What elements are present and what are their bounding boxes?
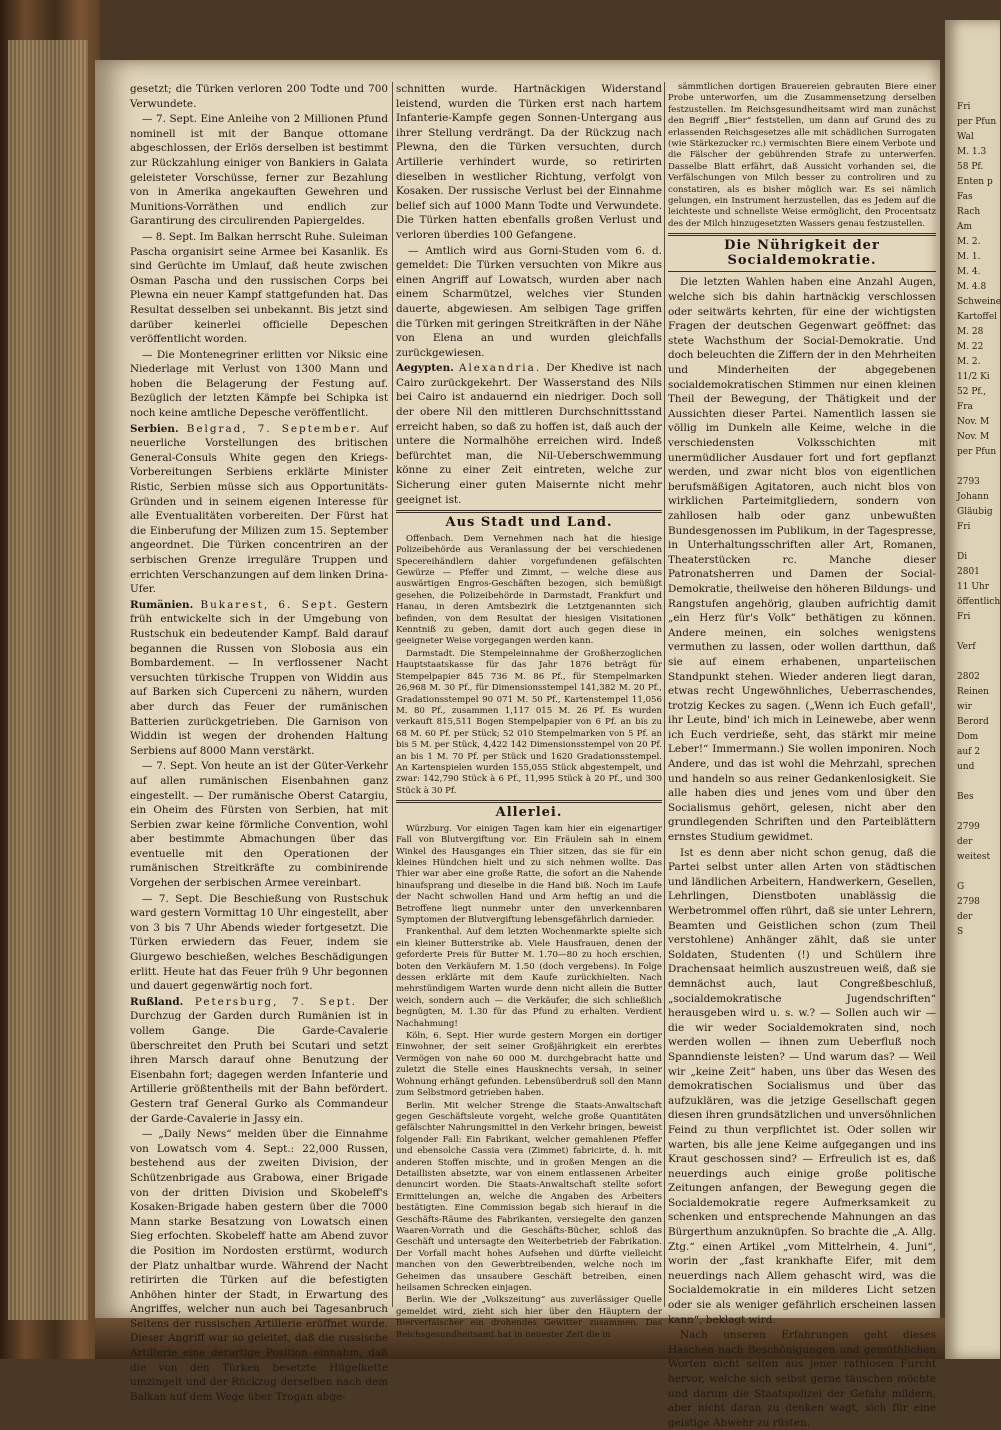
heading-allerlei: Allerlei. — [495, 805, 563, 821]
facing-page-fragment: Fri — [957, 612, 971, 622]
dateline: Alexandria. — [458, 362, 542, 375]
paragraph-text: Der Khedive ist nach Cairo zurückgekehrt. Der Wasserstand des Nils bei Cairo ist andauernd ein niedriger. Doch soll der obere Nil den mittleren Durchschnittsstand erreicht haben, so daß zu hoffen ist, daß auch der untere die Normalhöhe erreichen wird. Indeß befürchtet man, die Nil-Ueberschwemmung könne zu einer Zeit eintreten, welche zur Sicherung einer guten Maisernte nicht mehr geeignet ist. — [396, 362, 662, 506]
facing-page-fragment: 2798 — [957, 897, 980, 907]
facing-page-fragment: Verf — [957, 642, 976, 652]
facing-page-fragment: 2799 — [957, 822, 980, 832]
section-divider — [668, 233, 936, 236]
paragraph: Ist es denn aber nicht schon genug, daß die Partei selbst unter allen Arten von städtischen und ländlichen Arbeitern, Handwerkern, Gesellen, Lehrlingen, Dienstboten unablässig die Werbetrommel offen rührt, daß sie unter Lehrern, Beamten und Geistlichen schon (zum Theil verstohlene) Anhänger zählt, daß sie unter Soldaten, Studenten (!) und Schülern ihre Drachensaat heimlich auszustreuen weiß, daß sie demnächst auch, laut Congreßbeschluß, „socialdemokratische Jugendschriften“ herausgeben wird u. s. w.? — Sollen auch wir — die wir weder Socialdemokraten sind, noch werden wollen — ihnen zum Ueberfluß noch Spanndienste leisten? — Und warum das? — Weil wir „keine Zeit“ haben, uns über das Wesen des demokratischen Socialismus und über das aufzuklären, was die jetzige Gesellschaft gegen diesen ihren grundsätzlichen und unversöhnlichen Feind zu thun verpflichtet ist. Oder sollen wir warten, bis alle jene Keime aufgegangen und ins Kraut geschossen sind? — Erfreulich ist es, daß neuerdings auch einige große politische Zeitungen anfangen, der Bewegung gegen die Socialdemokratie regere Aufmerksamkeit zu schenken und entsprechende Mahnungen an das Bürgerthum anzuknüpfen. So brachte die „A. Allg. Ztg.“ einen Artikel „vom Mittelrhein, 4. Juni“, worin der „fast krankhafte Eifer, mit dem neuerdings nach Allem gehascht wird, was die Socialdemokratie in ein milderes Licht setzen oder sie als weniger gefährlich erscheinen lassen kann“, beklagt wird. — [668, 846, 936, 1326]
section-rumaenien — [130, 598, 388, 759]
facing-page-fragment — [957, 460, 1000, 475]
facing-page-fragment: öffentlich — [957, 597, 1001, 607]
facing-page-fragment: Fas — [957, 192, 973, 202]
facing-page-fragment: Gläubig — [957, 507, 993, 517]
paragraph: — 8. Sept. Im Balkan herrscht Ruhe. Suleiman Pascha organisirt seine Armee bei Kasanlik. Es sind Gerüchte im Umlauf, daß heute zwischen Osman Pascha und den russischen Corps bei Plewna ein neuer Kampf stattgefunden hat. Das Resultat desselben sei unbekannt. Bis jetzt sind darüber keinerlei officielle Depeschen veröffentlicht worden. — [130, 230, 388, 346]
facing-page-fragment: 52 Pf., — [957, 387, 987, 397]
facing-page-strip — [945, 20, 1000, 1359]
facing-page-fragments — [945, 20, 1000, 940]
facing-page-fragment: 11 Uhr — [957, 582, 989, 592]
section-aegypten — [396, 361, 662, 507]
paragraph: — „Daily News“ melden über die Einnahme von Lowatsch vom 4. Sept.: 22,000 Russen, bestehend aus der zweiten Division, der Schützenbrigade aus Grabowa, einer Brigade von der dritten Division und Skobeleff's Kosaken-Brigade haben gestern über die 7000 Mann starke Besatzung von Lowatsch einen Sieg erfochten. Skobeleff hatte am Abend zuvor die Position im Nordosten erstürmt, wodurch der Platz unhaltbar wurde. Während der Nacht retirirten die Türken auf die befestigten Anhöhen hinter der Stadt, in Erwartung des Angriffes, welcher nun auch bei Tagesanbruch Seitens der russischen Artillerie eröffnet wurde. Dieser Angriff war so geleitet, daß die russische Artillerie eine derartige Position einnahm, daß die von den Türken besetzte Hügelkette umzingelt und der Rückzug derselben nach dem Balkan auf dem Wege über Trogan abge- — [130, 1128, 388, 1403]
paragraph: gesetzt; die Türken verloren 200 Todte und 700 Verwundete. — [130, 83, 388, 110]
section-keyword: Rußland. — [130, 995, 184, 1008]
section-serbien — [130, 422, 388, 597]
heading-stadt-land: Aus Stadt und Land. — [445, 515, 613, 531]
local-news — [396, 534, 662, 797]
facing-page-fragment: Enten p — [957, 177, 993, 187]
paragraph: — Die Montenegriner erlitten vor Niksic eine Niederlage mit Verlust von 1300 Mann und hoben die Belagerung der Festung auf. Bezüglich der letzten Kämpfe bei Schipka ist noch keine amtliche Depesche veröffentlicht. — [130, 348, 388, 420]
facing-page-fragment — [957, 865, 1000, 880]
page-edges — [8, 40, 88, 1320]
paragraph: Offenbach. Dem Vernehmen nach hat die hiesige Polizeibehörde aus Veranlassung der bei verschiedenen Specereihändlern dahier vorgefundenen gefälschten Gewürze — Pfeffer und Zimmt, — welche diese aus auswärtigen Engros-Geschäften bezogen, sich bemüßigt gesehen, die Polizeibehörde in Darmstadt, Frankfurt und Hanau, in deren Amtsbezirk die Letztgenannten sich befinden, von dem Resultat der hiesigen Visitationen Kenntniß zu geben, damit dort auch gegen diese in geeigneter Weise vorgegangen werden kann. — [396, 533, 662, 647]
paragraph: Darmstadt. Die Stempeleinnahme der Großherzoglichen Hauptstaatskasse für das Jahr 1876 beträgt für Stempelpapier 845 736 M. 86 Pf., für Stempelmarken 26,968 M. 30 Pf., für Dimensionsstempel 141,382 M. 20 Pf., Gradationsstempel 90 071 M. 50 Pf., Kartenstempel 11,056 M. 80 Pf., zusammen 1,117 015 M. 26 Pf. Es wurden verkauft 815,511 Bogen Stempelpapier von 6 Pf. an bis zu 68 M. 60 Pf. per Stück; 52 010 Stempelmarken von 5 Pf. an bis 5 M. per Stück, 4,422 142 Dimensionsstempel von 20 Pf. an bis 1 M. 70 Pf. per Stück und 1620 Gradationsstempel. An Kartenspielen wurden 155,055 Stück abgestempelt, und zwar: 142,790 Stück à 6 Pf., 11,995 Stück à 20 Pf., und 300 Stück à 30 Pf. — [396, 648, 662, 796]
facing-page-fragment: M. 1. — [957, 252, 981, 262]
heading-socialdemokratie: Die Nührigkeit der Socialdemokratie. — [724, 238, 880, 268]
facing-page-fragment: und — [957, 762, 975, 772]
facing-page-fragment: Reinen — [957, 687, 989, 697]
facing-page-fragment: per Pfun — [957, 447, 997, 457]
facing-page-fragment: M. 4. — [957, 267, 981, 277]
beer-article-end — [668, 82, 936, 230]
facing-page-fragment — [957, 655, 1000, 670]
paragraph: — 7. Sept. Von heute an ist der Güter-Verkehr auf allen rumänischen Eisenbahnen ganz eingestellt. — Der rumänische Oberst Catargiu, ein Oheim des Fürsten von Serbien, hat mit Serbien zwar keine förmliche Convention, wohl aber bestimmte Abmachungen über das eventuelle mit den Operationen der rumänischen Streitkräfte zu combinirende Vorgehen der serbischen Armee vereinbart. — [130, 760, 388, 890]
facing-page-fragment: 2793 — [957, 477, 980, 487]
facing-page-fragment: M. 2. — [957, 357, 981, 367]
facing-page-fragment — [957, 625, 1000, 640]
paragraph: sämmtlichen dortigen Brauereien gebrauten Biere einer Probe unterworfen, um die Zusammensetzung derselben festzustellen. Im Reichsgesundheitsamt wird man zunächst den Begriff „Bier“ feststellen, um dann auf Grund des zu erlassenden Reichsgesetzes alle mit schädlichen Surrogaten (wie Stärkezucker rc.) vermischten Biere einem Verbote und die Fälscher der gebührenden Strafe zu unterwerfen. Dasselbe Blatt erfährt, daß Aussicht vorhanden sei, die Verfälschungen von Milch besser zu controliren und zu constatiren, als es bisher möglich war. Es sei nämlich gelungen, ein Instrument herzustellen, das es Jedem auf die leichteste und schnellste Weise ermöglicht, den Procentsatz des der Milch hinzugesetzten Wassers genau festzustellen. — [668, 82, 936, 229]
column-2 — [396, 82, 662, 1340]
facing-page-fragment: der — [957, 837, 973, 847]
facing-page-fragment: Kartoffel — [957, 312, 998, 322]
facing-page-fragment: Schweine — [957, 297, 1001, 307]
section-russland — [130, 995, 388, 1126]
facing-page-fragment: weitest — [957, 852, 991, 862]
miscellany — [396, 824, 662, 1341]
facing-page-fragment: Bes — [957, 792, 974, 802]
section-keyword: Rumänien. — [130, 598, 194, 611]
paragraph-text: Gestern früh entwickelte sich in der Umgebung von Rustschuk ein bedeutender Kampf. Bald darauf begannen die Russen von Slobosia aus ein Bombardement. — In verflossener Nacht versuchten türkische Truppen von Widdin aus auf Barken sich Cuperceni zu nähern, wurden aber durch das Feuer der rumänischen Batterien zurückgetrieben. Die Garnison von Widdin ist wegen der drohenden Haltung Serbiens auf 8000 Mann verstärkt. — [130, 598, 388, 757]
paragraph: Köln, 6. Sept. Hier wurde gestern Morgen ein dortiger Einwohner, der seit seiner Großjährigkeit ein ererbtes Vermögen von nahe 60 000 M. durchgebracht hatte und zuletzt die Stelle eines Hausknechts versah, in seiner Wohnung erhängt gefunden. Lebensüberdruß soll den Mann zum Selbstmord getrieben haben. — [396, 1031, 662, 1099]
column-rule — [664, 82, 665, 1307]
paragraph: Nach unseren Erfahrungen geht dieses Haschen nach Beschönigungen und gemüthlichen Worten nicht selten aus jener rathlosen Furcht hervor, welche sich selbst gerne täuschen möchte und darum die Staatspolizei der Gefahr mildern, aber nicht daran zu denken wagt, sich für eine geistige Abwehr zu rüsten. — [668, 1329, 936, 1429]
facing-page-fragment: Wal — [957, 132, 974, 142]
section-divider — [668, 271, 936, 272]
facing-page-fragment: wir — [957, 702, 972, 712]
dateline: Bukarest, 6. Sept. — [200, 598, 339, 611]
paragraph-text: Der Durchzug der Garden durch Rumänien ist in vollem Gange. Die Garde-Cavalerie überschreitet den Pruth bei Scutari und setzt ihren Marsch darauf ohne Benutzung der Eisenbahn fort; dagegen werden Infanterie und Artillerie größtentheils mit der Bahn befördert. Gestern traf General Gurko als Commandeur der Garde-Cavalerie in Jassy ein. — [130, 995, 389, 1125]
paragraph: Berlin. Wie der „Volkszeitung“ aus zuverlässiger Quelle gemeldet wird, zieht sich hier über den Häuptern der Bierverfälscher ein drohendes Gewitter zusammen. Das Reichsgesundheitsamt hat in neuester Zeit die in — [396, 1295, 662, 1340]
facing-page-fragment — [957, 535, 1000, 550]
facing-page-fragment: Rach — [957, 207, 981, 217]
facing-page-fragment: M. 4.8 — [957, 282, 987, 292]
facing-page-fragment: 58 Pf. — [957, 162, 984, 172]
paragraph: Würzburg. Vor einigen Tagen kam hier ein eigenartiger Fall von Blutvergiftung vor. Ein Fräulein sah in einem Winkel des Hausganges ein Thier sitzen, das sie für ein kleines Hündchen hielt und zu sich nehmen wollte. Das Thier war aber eine große Ratte, die sofort an die Nahende hinaufsprang und dieselbe in die Hand biß. Noch im Laufe der Nacht schwollen Hand und Arm heftig an und die Betroffene liegt nunmehr unter den unverkennbaren Symptomen der Blutvergiftung lebensgefährlich darnieder. — [396, 823, 662, 925]
facing-page-fragment: Berord — [957, 717, 989, 727]
column-rule — [392, 82, 393, 1307]
paragraph: schnitten wurde. Hartnäckigen Widerstand leistend, wurden die Türken erst nach hartem Infanterie-Kampfe gegen Sonnen-Untergang aus ihrer Stellung verdrängt. Da der Rückzug nach Plewna, den die Türken versuchten, durch Artillerie verhindert wurde, so retirirten dieselben in westlicher Richtung, verfolgt von Kosaken. Der russische Verlust bei der Einnahme belief sich auf 1000 Mann Todte und Verwundete. Die Türken hatten ebenfalls großen Verlust und verloren überdies 100 Gefangene. — [396, 83, 662, 241]
facing-page-fragment: M. 22 — [957, 342, 984, 352]
column-3 — [668, 82, 936, 1429]
section-keyword: Serbien. — [130, 422, 179, 435]
facing-page-fragment: per Pfun — [957, 117, 997, 127]
facing-page-fragment: 2801 — [957, 567, 980, 577]
facing-page-fragment — [957, 775, 1000, 790]
facing-page-fragment: M. 28 — [957, 327, 984, 337]
column-1 — [130, 82, 389, 1403]
facing-page-fragment: der — [957, 912, 973, 922]
facing-page-fragment: Johann — [957, 492, 989, 502]
facing-page-fragment: M. 1.3 — [957, 147, 987, 157]
paragraph: — 7. Sept. Die Beschießung von Rustschuk ward gestern Vormittag 10 Uhr eingestellt, aber von 3 bis 7 Uhr Abends wieder fortgesetzt. Die Türken erwiedern das Feuer, indem sie Giurgewo beschießen, welches Beschädigungen erlitt. Heute hat das Feuer früh 9 Uhr begonnen und dauert gegenwärtig noch fort. — [130, 892, 388, 993]
dateline: Petersburg, 7. Sept. — [194, 995, 357, 1008]
facing-page-fragment: Am — [957, 222, 973, 232]
facing-page-fragment: 2802 — [957, 672, 980, 682]
paragraph: Berlin. Mit welcher Strenge die Staats-Anwaltschaft gegen Geschäftsleute vorgeht, welche große Quantitäten gefälschter Nahrungsmittel in den Verkehr bringen, beweist folgender Fall: Ein Fabrikant, welcher gemahlenen Pfeffer und ebensolche Cassia vera (Zimmet) fabricirte, d. h. mit anderen Stoffen mischte, und in großen Mengen an die Detaillisten absetzte, war von einem entlassenen Arbeiter denuncirt worden. Die Staats-Anwaltschaft stellte sofort Ermittelungen an, welche die Angaben des Arbeiters bestätigten. Eine Commission begab sich hierauf in die Geschäfts-Räume des Fabrikanten, versiegelte den ganzen Waaren-Vorrath und die Geschäfts-Bücher, schloß das Geschäft und untersagte den Weiterbetrieb der Fabrikation. Der Vorfall macht hohes Aufsehen und dürfte vielleicht manchen von den Gewerbtreibenden, welche noch im Geheimen das unsaubere Geschäft betreiben, einen heilsamen Schrecken einjagen. — [396, 1100, 662, 1293]
facing-page-fragment: Nov. M — [957, 417, 990, 427]
facing-page-fragment: Fri — [957, 522, 971, 532]
paragraph-text: Auf neuerliche Vorstellungen des britischen General-Consuls White gegen den Kriegs-Vorbereitungen Serbiens erklärte Minister Ristic, Serbien müsse sich aus Opportunitäts-Gründen und in seinem eigenen Interesse für alle Eventualitäten vorbereiten. Der Fürst hat die Einberufung der Milizen zum 15. September angeordnet. Die Türken concentriren an der serbischen Grenze irreguläre Truppen und errichten Verschanzungen auf dem linken Drina-Ufer. — [130, 422, 388, 596]
paragraph: — 7. Sept. Eine Anleihe von 2 Millionen Pfund nominell ist mit der Banque ottomane abgeschlossen, der Erlös derselben ist bestimmt zur Rückzahlung einiger von Bankiers in Galata geleisteter Vorschüsse, ferner zur Bezahlung von in Amerika angekauften Gewehren und Munitions-Vorräthen und endlich zur Garantirung des circulirenden Papiergeldes. — [130, 113, 388, 228]
facing-page-fragment — [957, 805, 1000, 820]
dateline: Belgrad, 7. September. — [186, 422, 362, 435]
facing-page-fragment: M. 2. — [957, 237, 981, 247]
facing-page-fragment: 11/2 Ki — [957, 372, 990, 382]
facing-page-fragment: auf 2 — [957, 747, 981, 757]
facing-page-fragment: Di — [957, 552, 968, 562]
paragraph: Frankenthal. Auf dem letzten Wochenmarkte spielte sich ein kleiner Butterstrike ab. Viele Hausfrauen, denen der geforderte Preis für Butter M. 1.70—80 zu hoch erschien, boten den Verkäufern M. 1.50 (doch vergebens). In Folge dessen erklärte mit dem Kaufe zurückhielten. Nach mehrstündigem Warten wurde denn nicht allein die Butter weich, sondern auch — die Verkäufer, die sich schließlich begnügten, M. 1.30 für das Pfund zu erhalten. Verdient Nachahmung! — [396, 927, 662, 1029]
facing-page-fragment: Fri — [957, 102, 971, 112]
section-keyword: Aegypten. — [396, 362, 454, 375]
facing-page-fragment: S — [957, 927, 964, 937]
paragraph: Die letzten Wahlen haben eine Anzahl Augen, welche sich bis dahin hartnäckig verschlossen oder seitwärts kehrten, für eine der wichtigsten Fragen der deutschen Gegenwart geöffnet: das stete Wachsthum der Social-Demokratie. Und doch beleuchten die Ziffern der in den Mehrheiten und Minderheiten der abgegebenen socialdemokratischen Stimmen nur einen kleinen Theil der Bewegung, der Thätigkeit und der Aussichten dieser Partei. Namentlich lassen sie völlig im Dunkeln alle Keime, welche in die verschiedensten Volksschichten mit unermüdlicher Ausdauer fort und fort gepflanzt werden, und zwar nicht blos von eigentlichen berufsmäßigen Agitatoren, auch nicht blos von wirklichen Parteimitgliedern, sondern von zahllosen halb oder ganz unbewußten Bundesgenossen im Publikum, in der Tagespresse, in Unterhaltungsschriften aller Art, Romanen, Theaterstücken rc. Manche dieser Patronatsherren und Damen der Social-Demokratie, theilweise den höheren Bildungs- und Rangstufen angehörig, glauben aufrichtig damit „ein Herz für's Volk“ bethätigen zu können. Andere meinen, ein solches wenigstens vermuthen zu lassen, oder wollen dartthun, daß sie auf einem erhabenen, unparteiischen Standpunkt stehen. Wieder anderen liegt daran, etwas recht Ungewöhnliches, Ueberraschendes, trotzig Keckes zu sagen. („Wenn ich Euch gefall', ihr Leute, bind' ich mich in Leinewebe, aber wenn ich Euch verdrieße, seht, das stärkt mir meine Leber!“ Immermann.) Sie wollen imponiren. Noch Andere, und das ist wohl die Mehrzahl, sprechen und handeln so aus reiner Gedankenlosigkeit. Sie alle haben dies und jenes vom und über den Socialismus gehört, gelesen, nicht aber den grundlegenden Schriften und den Parteiblättern ernstes Studium gewidmet. — [668, 276, 936, 844]
paragraph: — Amtlich wird aus Gorni-Studen vom 6. d. gemeldet: Die Türken versuchten von Mikre aus einen Angriff auf Lowatsch, wurden aber nach einem Scharmützel, welches vier Stunden dauerte, abgewiesen. Am selbigen Tage griffen die Türken mit geringen Streitkräften in der Nähe von Elena an und wurden gleichfalls zurückgewiesen. — [396, 244, 662, 359]
facing-page-fragment: G — [957, 882, 965, 892]
section-divider — [396, 800, 662, 803]
section-divider — [396, 510, 662, 513]
facing-page-fragment: Fra — [957, 402, 973, 412]
facing-page-fragment: Dom — [957, 732, 979, 742]
facing-page-fragment: Nov. M — [957, 432, 990, 442]
